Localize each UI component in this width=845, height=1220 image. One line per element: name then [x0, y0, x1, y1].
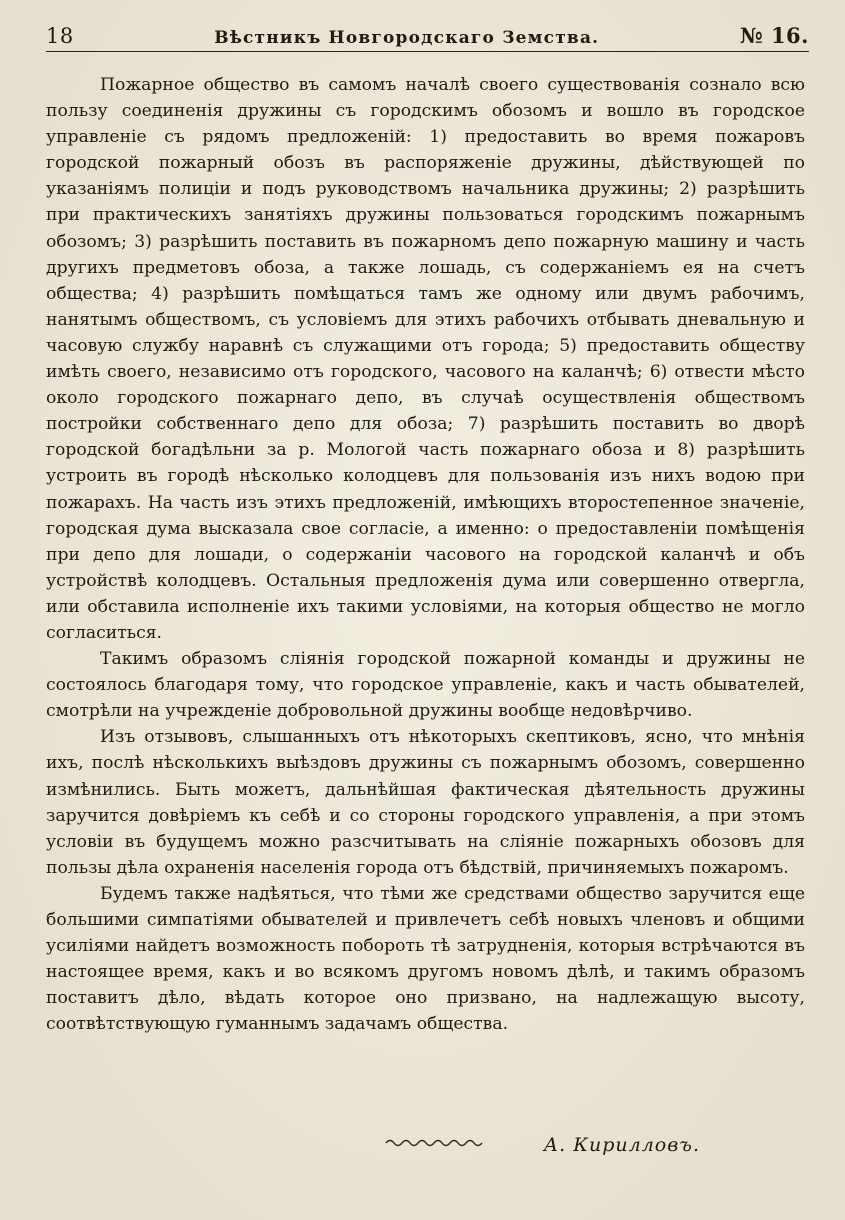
author-signature: А. Кирилловъ. — [543, 1134, 700, 1156]
article-body — [46, 72, 805, 1037]
issue-number: № 16. — [739, 23, 809, 48]
page-number: 18 — [46, 24, 74, 48]
wavy-rule-ornament — [384, 1136, 484, 1150]
paragraph: Изъ отзывовъ, слышанныхъ отъ нѣкоторыхъ скептиковъ, ясно, что мнѣнія ихъ, послѣ нѣсколькихъ выѣздовъ дружины съ пожарнымъ обозомъ, совершенно измѣнились. Быть можетъ, дальнѣйшая фактическая дѣятельность дружины заручится довѣріемъ къ себѣ и со стороны городского управленія, а при этомъ условіи въ будущемъ можно разсчитывать на сліяніе пожарныхъ обозовъ для пользы дѣла охраненія населенія города отъ бѣдствій, причиняемыхъ пожаромъ. — [46, 727, 805, 878]
paragraph: Такимъ образомъ сліянія городской пожарной команды и дружины не состоялось благодаря тому, что городское управленіе, какъ и часть обывателей, смотрѣли на учрежденіе добровольной дружины вообще недовѣрчиво. — [46, 649, 805, 722]
paragraph: Будемъ также надѣяться, что тѣми же средствами общество заручится еще большими симпатіями обывателей и привлечетъ себѣ новыхъ членовъ и общими усиліями найдетъ возможность побороть тѣ затрудненія, которыя встрѣчаются въ настоящее время, какъ и во всякомъ другомъ новомъ дѣлѣ, и такимъ образомъ поставитъ дѣло, вѣдать которое оно призвано, на надлежащую высоту, соотвѣтствующую гуманнымъ задачамъ общества. — [46, 883, 805, 1035]
page-header — [46, 20, 809, 52]
running-title: Вѣстникъ Новгородскаго Земства. — [214, 28, 600, 48]
article-footer — [46, 1132, 805, 1162]
paragraph: Пожарное общество въ самомъ началѣ своего существованія сознало всю пользу соединенія дружины съ городскимъ обозомъ и вошло въ городское управленіе съ рядомъ предложеній: 1) предоставить во время пожаровъ городской пожарный обозъ въ распоряженіе дружины, дѣйствующей по указаніямъ полиціи и подъ руководствомъ начальника дружины; 2) разрѣшить при практическихъ занятіяхъ дружины пользоваться городскимъ пожарнымъ обозомъ; 3) разрѣшить поставить въ пожарномъ депо пожарную машину и часть другихъ предметовъ обоза, а также лошадь, съ содержаніемъ ея на счетъ общества; 4) разрѣшить помѣщаться тамъ же одному или двумъ рабочимъ, нанятымъ обществомъ, съ условіемъ для этихъ рабочихъ отбывать дневальную и часовую службу наравнѣ съ служащими отъ города; 5) предоставить обществу имѣть своего, независимо отъ городского, часового на каланчѣ; 6) отвести мѣсто около городского пожарнаго депо, въ случаѣ осуществленія обществомъ постройки собственнаго депо для обоза; 7) разрѣшить поставить во дворѣ городской богадѣльни за р. Мологой часть пожарнаго обоза и 8) разрѣшить устроить въ городѣ нѣсколько колодцевъ для пользованія изъ нихъ водою при пожарахъ. На часть изъ этихъ предложеній, имѣющихъ второстепенное значеніе, городская дума высказала свое согласіе, а именно: о предоставленіи помѣщенія при депо для лошади, о содержаніи часового на городской каланчѣ и объ устройствѣ колодцевъ. Остальныя предложенія дума или совершенно отвергла, или обставила исполненіе ихъ такими условіями, на которыя общество не могло согласиться. — [46, 75, 805, 643]
